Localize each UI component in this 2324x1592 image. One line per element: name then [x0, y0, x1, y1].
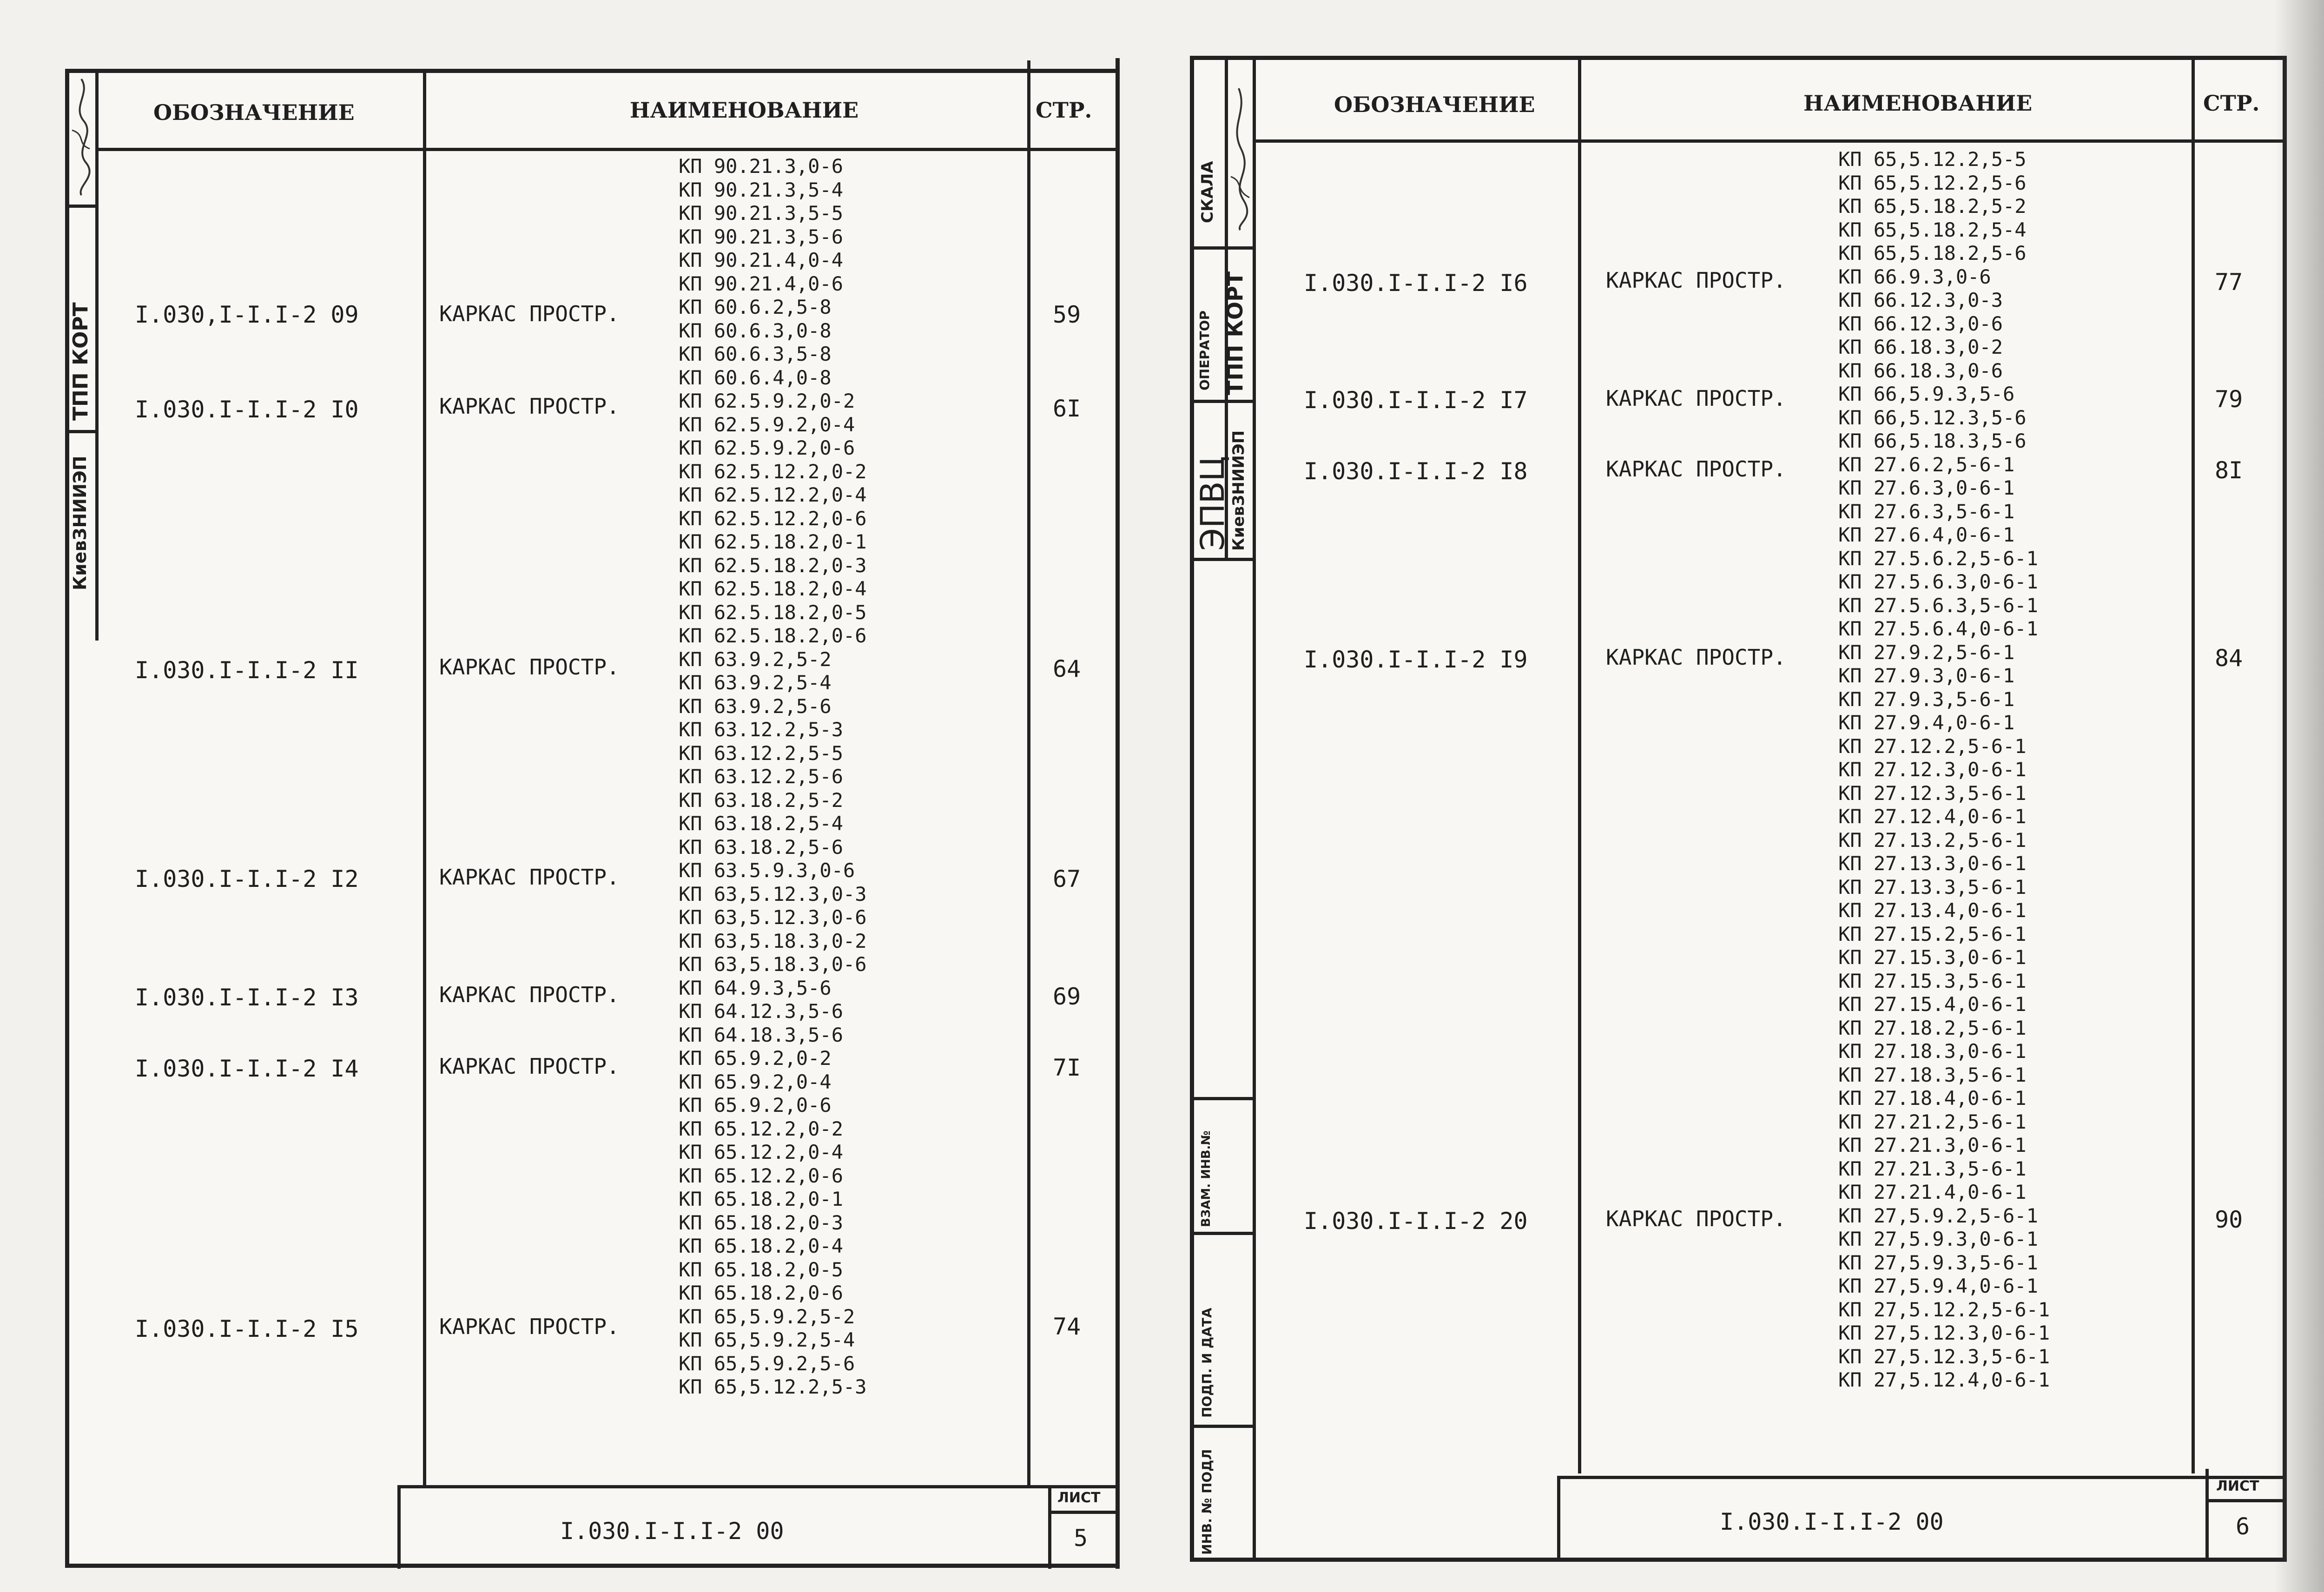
table-row-name: КАРКАС ПРОСТР.	[1606, 386, 1786, 411]
list-item: КП 65.18.2,0-5	[679, 1258, 844, 1281]
list-item: КП 65,5.9.2,5-2	[679, 1305, 855, 1328]
table-row-code: I.030.I-I.I-2 I7	[1304, 387, 1528, 414]
right-stamp-operator: ОПЕРАТОР	[1197, 310, 1212, 390]
list-item: КП 27.9.4,0-6-1	[1838, 711, 2015, 734]
left-stamp-org: КиевЗНИИЭП	[70, 456, 90, 590]
list-item: КП 27.12.4,0-6-1	[1838, 805, 2027, 828]
list-item: КП 90.21.3,5-5	[679, 202, 844, 225]
table-row-code: I.030.I-I.I-2 I4	[135, 1055, 359, 1082]
list-item: КП 27.9.3,5-6-1	[1838, 687, 2015, 711]
left-header-name: НАИМЕНОВАНИЕ	[630, 98, 859, 123]
list-item: КП 65.12.2,0-2	[679, 1117, 844, 1140]
list-item: КП 62.5.18.2,0-3	[679, 554, 867, 577]
right-footer-rule	[1557, 1476, 2287, 1479]
table-row-code: I.030.I-I.I-2 I8	[1304, 458, 1528, 485]
list-item: КП 27.13.3,5-6-1	[1838, 875, 2027, 898]
table-row-page: 90	[2215, 1206, 2243, 1233]
list-item: КП 27.9.3,0-6-1	[1838, 664, 2015, 687]
right-item-list	[1838, 148, 2050, 1392]
left-header-designation: ОБОЗНАЧЕНИЕ	[153, 100, 355, 125]
list-item: КП 65,5.12.2,5-6	[1838, 171, 2027, 194]
table-row-code: I.030.I-I.I-2 II	[135, 657, 359, 684]
right-col-divider-1	[1578, 56, 1581, 1473]
left-footer-doc: I.030.I-I.I-2 00	[560, 1518, 784, 1545]
table-row-page: 69	[1053, 983, 1081, 1010]
list-item: КП 64.12.3,5-6	[679, 1000, 844, 1023]
table-row-code: I.030.I-I.I-2 20	[1304, 1208, 1528, 1235]
list-item: КП 62.5.12.2,0-2	[679, 460, 867, 483]
table-row-page: 64	[1053, 655, 1081, 682]
list-item: КП 90.21.4,0-6	[679, 272, 844, 295]
left-outer-right-border	[1116, 58, 1120, 1569]
right-stamp-sign-date: ПОДП. И ДАТА	[1199, 1308, 1215, 1418]
list-item: КП 66.18.3,0-6	[1838, 359, 2003, 382]
table-row-name: КАРКАС ПРОСТР.	[439, 982, 620, 1007]
list-item: КП 63.12.2,5-5	[679, 741, 844, 765]
list-item: КП 66,5.18.3,5-6	[1838, 429, 2027, 452]
right-stamp-divider	[1190, 400, 1255, 403]
list-item: КП 27.12.3,0-6-1	[1838, 758, 2027, 781]
list-item: КП 27.15.3,0-6-1	[1838, 946, 2027, 969]
list-item: КП 27.13.4,0-6-1	[1838, 899, 2027, 922]
list-item: КП 65,5.12.2,5-3	[679, 1375, 867, 1398]
table-row-page: 77	[2215, 269, 2243, 296]
list-item: КП 63,5.12.3,0-3	[679, 882, 867, 905]
left-footer-sheet-label: ЛИСТ	[1057, 1490, 1101, 1506]
right-stamp-signature	[1227, 84, 1253, 232]
table-row-code: I.030.I-I.I-2 I2	[135, 865, 359, 892]
right-stamp-inv-replace: ВЗАМ. ИНВ.№	[1199, 1130, 1213, 1227]
list-item: КП 27.9.2,5-6-1	[1838, 641, 2015, 664]
list-item: КП 64.18.3,5-6	[679, 1023, 844, 1046]
right-stamp-org: КиевЗНИИЭП	[1229, 430, 1248, 551]
list-item: КП 27.18.2,5-6-1	[1838, 1016, 2027, 1039]
right-stamp-inv-orig: ИНВ. № ПОДЛ	[1199, 1449, 1215, 1555]
list-item: КП 60.6.3,5-8	[679, 343, 832, 365]
right-stamp-epvc: ЭПВЦ	[1194, 456, 1232, 551]
list-item: КП 63.9.2,5-6	[679, 694, 832, 718]
table-row-name: КАРКАС ПРОСТР.	[439, 301, 620, 326]
list-item: КП 60.6.4,0-8	[679, 366, 832, 389]
list-item: КП 63.12.2,5-6	[679, 765, 844, 788]
right-stamp-dept: ТПП КОРТ	[1222, 271, 1248, 395]
table-row-name: КАРКАС ПРОСТР.	[439, 654, 620, 680]
list-item: КП 27.15.2,5-6-1	[1838, 922, 2027, 945]
list-item: КП 66.12.3,0-3	[1838, 289, 2003, 311]
right-footer-left-border	[1557, 1476, 1560, 1562]
list-item: КП 63,5.18.3,0-6	[679, 953, 867, 976]
list-item: КП 27.21.3,5-6-1	[1838, 1157, 2027, 1180]
list-item: КП 65,5.18.2,5-6	[1838, 242, 2027, 264]
list-item: КП 63.9.2,5-2	[679, 647, 832, 671]
list-item: КП 27.6.4,0-6-1	[1838, 523, 2015, 546]
table-row-code: I.030.I-I.I-2 I6	[1304, 270, 1528, 297]
list-item: КП 63.18.2,5-4	[679, 812, 844, 835]
list-item: КП 90.21.3,5-4	[679, 178, 844, 201]
list-item: КП 65.9.2,0-4	[679, 1070, 832, 1093]
list-item: КП 27.5.6.3,0-6-1	[1838, 570, 2038, 593]
table-row-name: КАРКАС ПРОСТР.	[439, 1314, 620, 1339]
list-item: КП 27.18.4,0-6-1	[1838, 1087, 2027, 1110]
list-item: КП 90.21.3,5-6	[679, 225, 844, 248]
table-row-page: 8I	[2215, 457, 2243, 484]
list-item: КП 65.18.2,0-4	[679, 1235, 844, 1257]
table-row-name: КАРКАС ПРОСТР.	[439, 394, 620, 419]
list-item: КП 90.21.3,0-6	[679, 155, 844, 178]
list-item: КП 60.6.2,5-8	[679, 296, 832, 318]
list-item: КП 27.5.6.4,0-6-1	[1838, 617, 2038, 640]
list-item: КП 27.18.3,5-6-1	[1838, 1063, 2027, 1086]
list-item: КП 27.15.4,0-6-1	[1838, 993, 2027, 1016]
list-item: КП 65.18.2,0-3	[679, 1211, 844, 1234]
list-item: КП 27,5.12.2,5-6-1	[1838, 1298, 2050, 1321]
table-row-code: I.030.I-I.I-2 I3	[135, 984, 359, 1011]
left-footer-sheet-rule	[1048, 1511, 1118, 1514]
list-item: КП 62.5.12.2,0-6	[679, 507, 867, 530]
table-row-page: 79	[2215, 386, 2243, 413]
list-item: КП 27.6.2,5-6-1	[1838, 453, 2015, 476]
left-footer-sheet-divider	[1048, 1485, 1051, 1569]
list-item: КП 27.12.2,5-6-1	[1838, 734, 2027, 758]
table-row-name: КАРКАС ПРОСТР.	[1606, 268, 1786, 293]
table-row-code: I.030.I-I.I-2 I0	[135, 396, 359, 423]
list-item: КП 65.18.2,0-6	[679, 1282, 844, 1304]
left-sheet	[65, 69, 1118, 1568]
list-item: КП 62.5.18.2,0-5	[679, 601, 867, 624]
right-header-name: НАИМЕНОВАНИЕ	[1803, 91, 2033, 116]
right-col-divider-2	[2192, 56, 2195, 1473]
right-stamp-divider	[1190, 1425, 1255, 1428]
list-item: КП 63.18.2,5-2	[679, 788, 844, 812]
list-item: КП 63,5.18.3,0-2	[679, 929, 867, 952]
list-item: КП 27.5.6.3,5-6-1	[1838, 594, 2038, 617]
left-footer-rule	[397, 1485, 1118, 1488]
table-row-page: 7I	[1053, 1054, 1081, 1081]
list-item: КП 60.6.3,0-8	[679, 319, 832, 342]
list-item: КП 66.9.3,0-6	[1838, 265, 1991, 288]
list-item: КП 63,5.12.3,0-6	[679, 906, 867, 929]
list-item: КП 27,5.12.3,5-6-1	[1838, 1345, 2050, 1368]
list-item: КП 27.21.2,5-6-1	[1838, 1110, 2027, 1133]
list-item: КП 63.5.9.3,0-6	[679, 859, 855, 882]
scan-edge-shadow	[2274, 0, 2324, 1592]
list-item: КП 66,5.12.3,5-6	[1838, 406, 2027, 429]
list-item: КП 27.6.3,5-6-1	[1838, 500, 2015, 523]
list-item: КП 66.18.3,0-2	[1838, 336, 2003, 358]
table-row-name: КАРКАС ПРОСТР.	[439, 1054, 620, 1079]
list-item: КП 27.18.3,0-6-1	[1838, 1040, 2027, 1063]
right-footer-sheet-label: ЛИСТ	[2216, 1478, 2259, 1494]
right-stamp-outer-border	[1253, 56, 1256, 1562]
list-item: КП 65,5.18.2,5-4	[1838, 218, 2027, 241]
list-item: КП 63.9.2,5-4	[679, 671, 832, 694]
left-item-list	[679, 155, 867, 1399]
list-item: КП 62.5.18.2,0-6	[679, 624, 867, 647]
list-item: КП 65.9.2,0-6	[679, 1094, 832, 1116]
list-item: КП 65,5.9.2,5-4	[679, 1328, 855, 1351]
list-item: КП 27.6.3,0-6-1	[1838, 476, 2015, 499]
right-stamp-divider	[1190, 558, 1255, 561]
list-item: КП 66,5.9.3,5-6	[1838, 383, 2015, 405]
list-item: КП 65.9.2,0-2	[679, 1047, 832, 1070]
list-item: КП 65,5.9.2,5-6	[679, 1352, 855, 1375]
right-footer-sheet-divider	[2205, 1469, 2209, 1562]
table-row-page: 59	[1053, 301, 1081, 328]
right-stamp-divider	[1190, 246, 1255, 250]
list-item: КП 65.12.2,0-6	[679, 1164, 844, 1187]
list-item: КП 27,5.9.3,0-6-1	[1838, 1228, 2038, 1250]
table-row-name: КАРКАС ПРОСТР.	[1606, 1206, 1786, 1231]
left-stamp-dept: ТПП КОРТ	[69, 302, 92, 421]
right-header-designation: ОБОЗНАЧЕНИЕ	[1334, 92, 1535, 117]
list-item: КП 27.13.2,5-6-1	[1838, 828, 2027, 852]
list-item: КП 27.21.3,0-6-1	[1838, 1134, 2027, 1156]
list-item: КП 63.12.2,5-3	[679, 718, 844, 741]
left-stamp-divider	[65, 205, 97, 208]
list-item: КП 62.5.9.2,0-4	[679, 413, 855, 436]
list-item: КП 27.5.6.2,5-6-1	[1838, 547, 2038, 570]
table-row-name: КАРКАС ПРОСТР.	[439, 865, 620, 890]
list-item: КП 65,5.18.2,5-2	[1838, 195, 2027, 218]
left-col-divider-1	[423, 69, 426, 1486]
list-item: КП 62.5.18.2,0-1	[679, 530, 867, 553]
table-row-page: 67	[1053, 865, 1081, 892]
list-item: КП 62.5.9.2,0-2	[679, 390, 855, 412]
list-item: КП 64.9.3,5-6	[679, 976, 832, 999]
right-footer-doc: I.030.I-I.I-2 00	[1720, 1508, 1944, 1535]
list-item: КП 27.15.3,5-6-1	[1838, 969, 2027, 992]
right-stamp-divider	[1190, 1097, 1255, 1100]
list-item: КП 90.21.4,0-4	[679, 249, 844, 271]
list-item: КП 62.5.12.2,0-4	[679, 483, 867, 506]
list-item: КП 66.12.3,0-6	[1838, 312, 2003, 335]
list-item: КП 27,5.9.4,0-6-1	[1838, 1275, 2038, 1297]
list-item: КП 65,5.12.2,5-5	[1838, 148, 2027, 171]
left-header-page: СТР.	[1036, 98, 1092, 123]
left-stamp-signature	[67, 74, 94, 200]
list-item: КП 63.18.2,5-6	[679, 835, 844, 859]
table-row-page: 74	[1053, 1313, 1081, 1340]
list-item: КП 27.13.3,0-6-1	[1838, 852, 2027, 875]
list-item: КП 27,5.9.3,5-6-1	[1838, 1251, 2038, 1274]
list-item: КП 65.12.2,0-4	[679, 1141, 844, 1163]
left-stamp-divider	[65, 430, 97, 433]
left-stamp-border	[95, 69, 99, 641]
list-item: КП 62.5.18.2,0-4	[679, 577, 867, 600]
list-item: КП 27,5.12.3,0-6-1	[1838, 1321, 2050, 1344]
right-footer-sheet-number: 6	[2236, 1513, 2250, 1540]
table-row-name: КАРКАС ПРОСТР.	[1606, 456, 1786, 482]
table-row-page: 6I	[1053, 395, 1081, 422]
left-footer-sheet-number: 5	[1074, 1525, 1088, 1552]
right-header-rule	[1253, 139, 2287, 143]
left-col-divider-2	[1027, 60, 1030, 1487]
list-item: КП 27.12.3,5-6-1	[1838, 781, 2027, 805]
list-item: КП 27,5.9.2,5-6-1	[1838, 1204, 2038, 1227]
table-row-name: КАРКАС ПРОСТР.	[1606, 645, 1786, 670]
table-row-code: I.030.I-I.I-2 I5	[135, 1315, 359, 1342]
table-row-page: 84	[2215, 645, 2243, 672]
right-header-page: СТР.	[2203, 91, 2260, 116]
list-item: КП 62.5.9.2,0-6	[679, 436, 855, 459]
table-row-code: I.030.I-I.I-2 I9	[1304, 646, 1528, 673]
table-row-code: I.030,I-I.I-2 09	[135, 301, 359, 328]
left-footer-left-border	[397, 1485, 401, 1569]
right-stamp-scale: СКАЛА	[1198, 161, 1217, 223]
left-header-rule	[95, 148, 1118, 151]
list-item: КП 65.18.2,0-1	[679, 1188, 844, 1210]
right-stamp-divider	[1190, 1232, 1255, 1235]
list-item: КП 27,5.12.4,0-6-1	[1838, 1368, 2050, 1391]
list-item: КП 27.21.4,0-6-1	[1838, 1181, 2027, 1203]
